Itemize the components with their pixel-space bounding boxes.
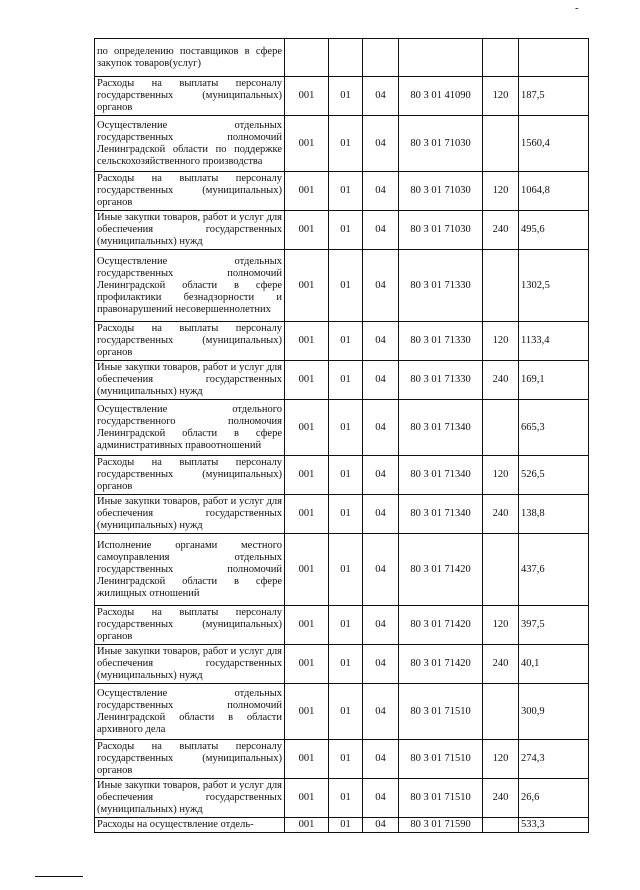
- cell-subsection-code: 04: [363, 211, 399, 250]
- cell-subsection-code: 04: [363, 77, 399, 116]
- cell-target-article: 80 3 01 71330: [399, 250, 483, 322]
- cell-amount: 437,6: [519, 534, 589, 606]
- cell-expense-type: [483, 534, 519, 606]
- table-row: [95, 39, 589, 77]
- cell-target-article: 80 3 01 71030: [399, 116, 483, 172]
- cell-expense-name: Осуществление отдельных государственных полномочий Ленинградской области в сфере профилактики безнадзорности и правонарушений несовершеннолетних: [95, 250, 285, 322]
- cell-expense-type: 120: [483, 606, 519, 645]
- cell-department-code: 001: [285, 116, 329, 172]
- cell-expense-type: 240: [483, 779, 519, 818]
- budget-table-body: [95, 39, 589, 833]
- table-row: [95, 606, 589, 645]
- cell-amount: 40,1: [519, 645, 589, 684]
- table-row: [95, 77, 589, 116]
- cell-department-code: 001: [285, 740, 329, 779]
- cell-target-article: 80 3 01 71340: [399, 495, 483, 534]
- cell-expense-type: 120: [483, 456, 519, 495]
- cell-expense-type: [483, 116, 519, 172]
- table-row: [95, 172, 589, 211]
- cell-subsection-code: 04: [363, 534, 399, 606]
- cell-expense-type: [483, 250, 519, 322]
- cell-department-code: 001: [285, 456, 329, 495]
- cell-expense-name: Иные закупки товаров, работ и услуг для обеспечения государственных (муниципальных) нужд: [95, 645, 285, 684]
- cell-expense-type: 240: [483, 495, 519, 534]
- cell-subsection-code: 04: [363, 818, 399, 833]
- cell-target-article: 80 3 01 71510: [399, 684, 483, 740]
- cell-department-code: 001: [285, 534, 329, 606]
- cell-expense-name: Исполнение органами местного самоуправления отдельных государственных полномочий Ленинградской области в сфере жилищных отношений: [95, 534, 285, 606]
- cell-section-code: 01: [329, 322, 363, 361]
- cell-subsection-code: 04: [363, 779, 399, 818]
- cell-department-code: 001: [285, 211, 329, 250]
- cell-subsection-code: [363, 39, 399, 77]
- cell-target-article: 80 3 01 71330: [399, 361, 483, 400]
- cell-amount: 526,5: [519, 456, 589, 495]
- cell-subsection-code: 04: [363, 400, 399, 456]
- cell-section-code: 01: [329, 116, 363, 172]
- table-row: [95, 456, 589, 495]
- cell-expense-type: 240: [483, 361, 519, 400]
- cell-amount: 26,6: [519, 779, 589, 818]
- cell-section-code: 01: [329, 645, 363, 684]
- cell-target-article: 80 3 01 71590: [399, 818, 483, 833]
- cell-department-code: 001: [285, 645, 329, 684]
- budget-table: [94, 38, 589, 833]
- cell-department-code: 001: [285, 606, 329, 645]
- cell-department-code: 001: [285, 495, 329, 534]
- table-row: [95, 534, 589, 606]
- cell-section-code: 01: [329, 740, 363, 779]
- cell-expense-name: Иные закупки товаров, работ и услуг для обеспечения государственных (муниципальных) нужд: [95, 361, 285, 400]
- cell-expense-name: Иные закупки товаров, работ и услуг для обеспечения государственных (муниципальных) нужд: [95, 779, 285, 818]
- table-row: [95, 495, 589, 534]
- cell-section-code: 01: [329, 534, 363, 606]
- table-row: [95, 779, 589, 818]
- cell-section-code: 01: [329, 495, 363, 534]
- cell-expense-type: [483, 39, 519, 77]
- cell-expense-name: Расходы на выплаты персоналу государственных (муниципальных) органов: [95, 740, 285, 779]
- cell-target-article: 80 3 01 71330: [399, 322, 483, 361]
- table-row: [95, 645, 589, 684]
- cell-subsection-code: 04: [363, 456, 399, 495]
- cell-department-code: 001: [285, 779, 329, 818]
- cell-amount: 274,3: [519, 740, 589, 779]
- cell-expense-name: Иные закупки товаров, работ и услуг для обеспечения государственных (муниципальных) нужд: [95, 211, 285, 250]
- cell-subsection-code: 04: [363, 645, 399, 684]
- cell-amount: 187,5: [519, 77, 589, 116]
- cell-department-code: 001: [285, 172, 329, 211]
- table-row: [95, 740, 589, 779]
- cell-target-article: 80 3 01 71420: [399, 606, 483, 645]
- table-row: [95, 322, 589, 361]
- cell-subsection-code: 04: [363, 495, 399, 534]
- table-row: [95, 361, 589, 400]
- cell-amount: 138,8: [519, 495, 589, 534]
- cell-expense-name: Расходы на выплаты персоналу государственных (муниципальных) органов: [95, 77, 285, 116]
- cell-target-article: 80 3 01 71420: [399, 645, 483, 684]
- cell-expense-name: Расходы на выплаты персоналу государственных (муниципальных) органов: [95, 322, 285, 361]
- cell-amount: 1560,4: [519, 116, 589, 172]
- cell-section-code: 01: [329, 361, 363, 400]
- cell-target-article: 80 3 01 71420: [399, 534, 483, 606]
- cell-expense-name: Расходы на выплаты персоналу государственных (муниципальных) органов: [95, 172, 285, 211]
- cell-amount: 1133,4: [519, 322, 589, 361]
- cell-department-code: 001: [285, 400, 329, 456]
- cell-expense-type: 120: [483, 740, 519, 779]
- table-row: [95, 684, 589, 740]
- cell-subsection-code: 04: [363, 684, 399, 740]
- cell-amount: 1302,5: [519, 250, 589, 322]
- cell-amount: 533,3: [519, 818, 589, 833]
- cell-target-article: 80 3 01 71030: [399, 172, 483, 211]
- cell-expense-name: Осуществление отдельных государственных полномочий Ленинградской области в области архивного дела: [95, 684, 285, 740]
- cell-expense-name: Расходы на осуществление отдель-: [95, 818, 285, 833]
- cell-department-code: 001: [285, 77, 329, 116]
- cell-expense-type: [483, 818, 519, 833]
- cell-subsection-code: 04: [363, 740, 399, 779]
- cell-department-code: 001: [285, 250, 329, 322]
- cell-expense-type: 120: [483, 172, 519, 211]
- cell-expense-type: 120: [483, 322, 519, 361]
- cell-expense-name: Осуществление отдельных государственных полномочий Ленинградской области по поддержке сельскохозяйственного производства: [95, 116, 285, 172]
- cell-target-article: 80 3 01 71510: [399, 779, 483, 818]
- cell-amount: 495,6: [519, 211, 589, 250]
- cell-section-code: 01: [329, 818, 363, 833]
- cell-target-article: 80 3 01 41090: [399, 77, 483, 116]
- page-mark: -: [575, 2, 579, 14]
- cell-expense-type: [483, 684, 519, 740]
- cell-section-code: [329, 39, 363, 77]
- table-row: [95, 116, 589, 172]
- cell-target-article: 80 3 01 71510: [399, 740, 483, 779]
- cell-expense-name: Иные закупки товаров, работ и услуг для обеспечения государственных (муниципальных) нужд: [95, 495, 285, 534]
- cell-expense-type: 240: [483, 645, 519, 684]
- cell-department-code: 001: [285, 322, 329, 361]
- cell-expense-name: Осуществление отдельного государственного полномочия Ленинградской области в сфере административных правоотношений: [95, 400, 285, 456]
- cell-expense-name: по определению поставщиков в сфере закупок товаров(услуг): [95, 39, 285, 77]
- cell-amount: 1064,8: [519, 172, 589, 211]
- cell-subsection-code: 04: [363, 250, 399, 322]
- cell-subsection-code: 04: [363, 361, 399, 400]
- cell-subsection-code: 04: [363, 322, 399, 361]
- cell-section-code: 01: [329, 606, 363, 645]
- cell-expense-name: Расходы на выплаты персоналу государственных (муниципальных) органов: [95, 606, 285, 645]
- cell-amount: 169,1: [519, 361, 589, 400]
- cell-amount: 300,9: [519, 684, 589, 740]
- cell-subsection-code: 04: [363, 172, 399, 211]
- table-row: [95, 211, 589, 250]
- table-row: [95, 400, 589, 456]
- table-row: [95, 818, 589, 833]
- cell-section-code: 01: [329, 77, 363, 116]
- cell-expense-type: 240: [483, 211, 519, 250]
- cell-section-code: 01: [329, 400, 363, 456]
- table-row: [95, 250, 589, 322]
- cell-section-code: 01: [329, 172, 363, 211]
- cell-expense-type: 120: [483, 77, 519, 116]
- cell-amount: [519, 39, 589, 77]
- cell-section-code: 01: [329, 211, 363, 250]
- cell-subsection-code: 04: [363, 606, 399, 645]
- cell-expense-name: Расходы на выплаты персоналу государственных (муниципальных) органов: [95, 456, 285, 495]
- cell-section-code: 01: [329, 684, 363, 740]
- cell-target-article: 80 3 01 71340: [399, 456, 483, 495]
- cell-section-code: 01: [329, 456, 363, 495]
- cell-department-code: 001: [285, 818, 329, 833]
- cell-amount: 665,3: [519, 400, 589, 456]
- cell-target-article: 80 3 01 71340: [399, 400, 483, 456]
- footnote-separator: [35, 876, 83, 877]
- cell-section-code: 01: [329, 250, 363, 322]
- cell-department-code: [285, 39, 329, 77]
- cell-target-article: [399, 39, 483, 77]
- cell-target-article: 80 3 01 71030: [399, 211, 483, 250]
- cell-section-code: 01: [329, 779, 363, 818]
- cell-department-code: 001: [285, 684, 329, 740]
- cell-amount: 397,5: [519, 606, 589, 645]
- cell-subsection-code: 04: [363, 116, 399, 172]
- cell-department-code: 001: [285, 361, 329, 400]
- cell-expense-type: [483, 400, 519, 456]
